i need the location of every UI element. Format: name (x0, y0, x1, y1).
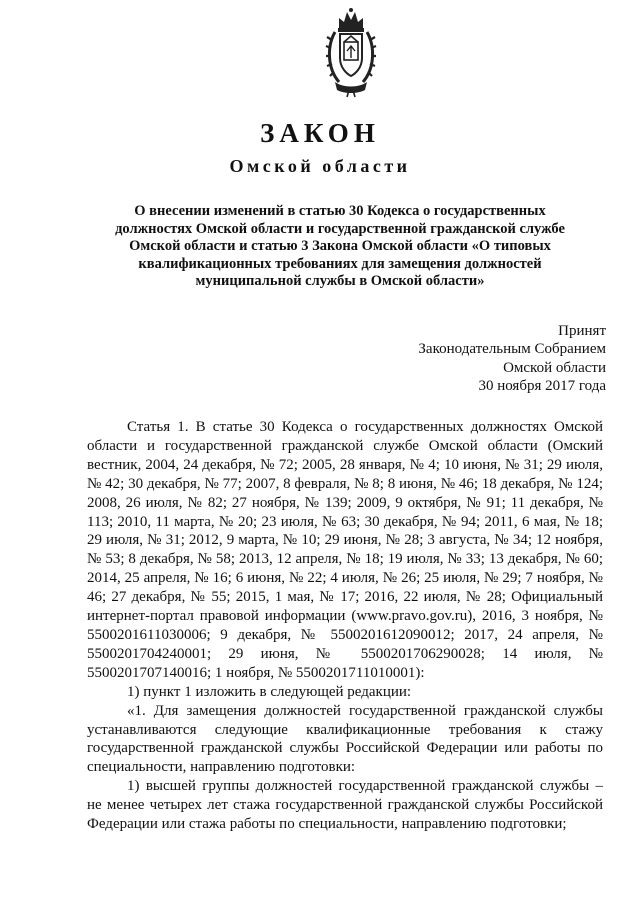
coat-of-arms-emblem (325, 6, 377, 98)
quoted-paragraph: «1. Для замещения должностей государственной гражданской службы устанавливаются следующие квалификационные требования к стажу государственной гражданской службы Российской Федерации или работы по специальности, направлению подготовки: (87, 702, 603, 776)
adoption-line: Принят (558, 323, 606, 339)
document-heading: О внесении изменений в статью 30 Кодекса о государственных должностях Омской области и государственной гражданской службе Омской области и статью 3 Закона Омской области «О типовых квалификационных требованиях для замещения должностей муниципальной службы в Омской области» (115, 203, 565, 290)
adoption-date: 30 ноября 2017 года (478, 378, 606, 395)
item-1-paragraph: 1) пункт 1 изложить в следующей редакции: (127, 683, 412, 700)
subitem-1-paragraph: 1) высшей группы должностей государственной гражданской службы – не менее четырех лет стажа государственной гражданской службы Российской Федерации или стажа работы по специальности, направлению подготовки; (87, 778, 603, 833)
adoption-line: Законодательным Собранием (418, 341, 606, 358)
law-region: Омской области (229, 156, 411, 176)
document-body (87, 418, 603, 834)
article-1-paragraph: Статья 1. В статье 30 Кодекса о государственных должностях Омской области и государственной гражданской службе Омской области (Омский вестник, 2004, 24 декабря, № 72; 2005, 28 января, № 4; 10 июня, № 31; 29 июля, № 42; 30 декабря, № 77; 2007, 8 февраля, № 8; 8 июня, № 46; 18 декабря, № 124; 2008, 26 июля, № 82; 27 ноября, № 139; 2009, 9 октября, № 91; 11 декабря, № 113; 2010, 11 марта, № 20; 23 июля, № 63; 30 декабря, № 94; 2011, 6 мая, № 18; 29 июля, № 31; 2012, 9 марта, № 10; 29 июня, № 28; 3 августа, № 34; 12 ноября, № 53; 8 декабря, № 58; 2013, 12 апреля, № 18; 19 июля, № 33; 13 декабря, № 60; 2014, 25 апреля, № 16; 6 июня, № 22; 4 июля, № 26; 25 июля, № 29; 7 ноября, № 46; 27 декабря, № 55; 2015, 1 мая, № 17; 2016, 22 июля, № 28; Официальный интернет-портал правовой информации (www.pravo.gov.ru), 2016, 3 ноября, № 5500201611030006; 9 декабря, № 5500201612090012; 2017, 24 апреля, № 5500201704240001; 29 июня, № 5500201706290028; 14 июля, № 5500201707140016; 1 ноября, № 5500201711010001): (87, 419, 603, 681)
adoption-block (418, 322, 606, 396)
law-title: ЗАКОН (260, 118, 380, 148)
adoption-line: Омской области (503, 359, 606, 376)
